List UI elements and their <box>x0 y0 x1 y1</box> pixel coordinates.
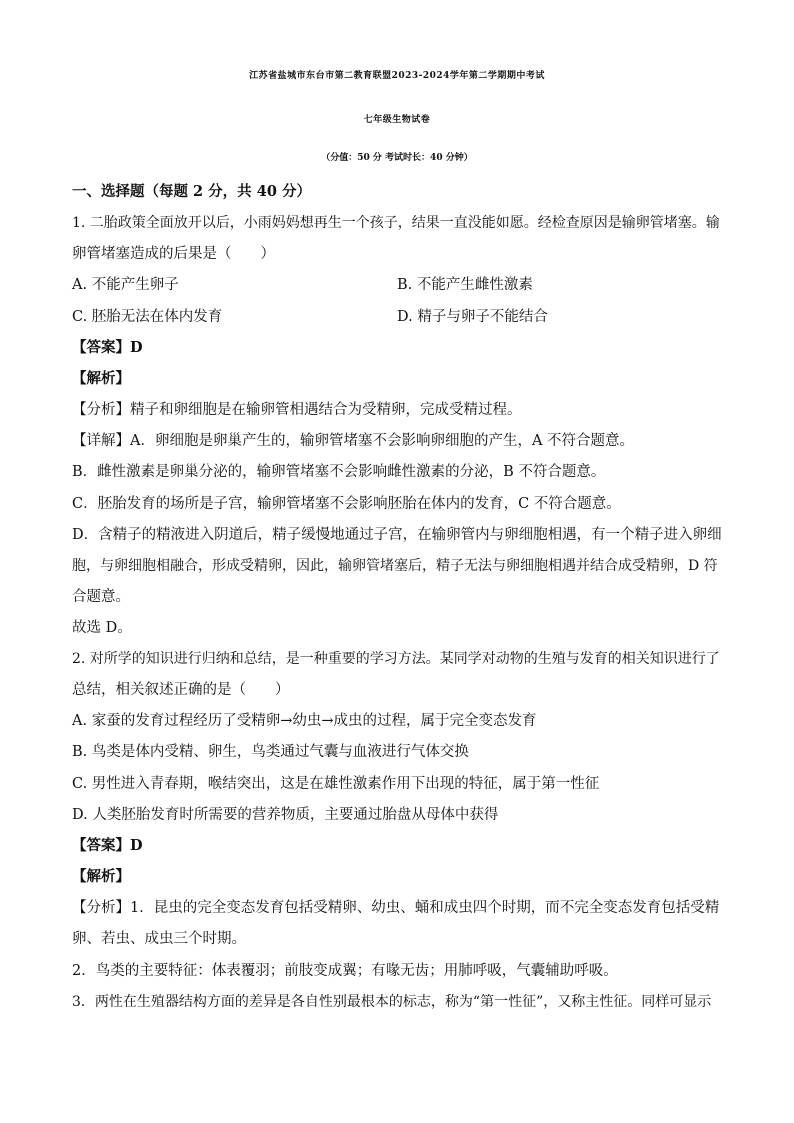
q2-answer: 【答案】D <box>72 837 143 854</box>
q1-detail-a: 【详解】A．卵细胞是卵巢产生的，输卵管堵塞不会影响卵细胞的产生，A 不符合题意。 <box>72 433 635 449</box>
q1-answer: 【答案】D <box>72 339 143 356</box>
section-heading: 一、选择题（每题 2 分，共 40 分） <box>72 183 311 200</box>
q2-point-3: 3．两性在生殖器结构方面的差异是各自性别最根本的标志，称为“第一性征”，又称主性征。同样可显示 <box>72 994 712 1010</box>
q2-option-b: B. 鸟类是体内受精、卵生，鸟类通过气囊与血液进行气体交换 <box>72 744 469 760</box>
q1-analysis-summary: 【分析】精子和卵细胞是在输卵管相遇结合为受精卵，完成受精过程。 <box>72 402 522 418</box>
q2-option-c: C. 男性进入青春期，喉结突出，这是在雄性激素作用下出现的特征，属于第一性征 <box>72 776 600 792</box>
exam-subject-title: 七年级生物试卷 <box>363 115 431 125</box>
q1-detail-d-line1: D．含精子的精液进入阴道后，精子缓慢地通过子宫，在输卵管内与卵细胞相遇，有一个精子进入卵细 <box>72 527 722 543</box>
q1-stem-line2: 卵管堵塞造成的后果是（ ） <box>72 246 275 262</box>
q2-analysis-line2: 卵、若虫、成虫三个时期。 <box>72 931 246 947</box>
q2-analysis-label: 【解析】 <box>72 868 130 885</box>
q2-stem-line1: 2. 对所学的知识进行归纳和总结，是一种重要的学习方法。某同学对动物的生殖与发育的相关知识进行了 <box>72 651 720 667</box>
q1-option-b: B. 不能产生雌性激素 <box>397 277 533 293</box>
q2-option-d: D. 人类胚胎发育时所需要的营养物质，主要通过胎盘从母体中获得 <box>72 807 499 823</box>
exam-title: 江苏省盐城市东台市第二教育联盟2023-2024学年第二学期期中考试 <box>249 71 545 81</box>
q1-detail-d-line3: 合题意。 <box>72 589 130 605</box>
q1-detail-b: B．雌性激素是卵巢分泌的，输卵管堵塞不会影响雌性激素的分泌，B 不符合题意。 <box>72 464 606 480</box>
q2-stem-line2: 总结，相关叙述正确的是（ ） <box>72 682 290 698</box>
q1-option-d: D. 精子与卵子不能结合 <box>397 309 548 325</box>
q2-point-2: 2．鸟类的主要特征：体表覆羽；前肢变成翼；有喙无齿；用肺呼吸，气囊辅助呼吸。 <box>72 963 618 979</box>
q1-detail-d-line2: 胞，与卵细胞相融合，形成受精卵，因此，输卵管堵塞后，精子无法与卵细胞相遇并结合成受精卵，D 符 <box>72 558 718 574</box>
q1-detail-c: C．胚胎发育的场所是子宫，输卵管堵塞不会影响胚胎在体内的发育，C 不符合题意。 <box>72 496 621 512</box>
q1-option-a: A. 不能产生卵子 <box>72 277 179 293</box>
q1-stem-line1: 1. 二胎政策全面放开以后，小雨妈妈想再生一个孩子，结果一直没能如愿。经检查原因是输卵管堵塞。输 <box>72 215 720 231</box>
q2-option-a: A. 家蚕的发育过程经历了受精卵→幼虫→成虫的过程，属于完全变态发育 <box>72 713 537 729</box>
q1-analysis-label: 【解析】 <box>72 370 130 387</box>
q2-analysis-line1: 【分析】1．昆虫的完全变态发育包括受精卵、幼虫、蛹和成虫四个时期，而不完全变态发育包括受精 <box>72 900 720 916</box>
exam-score-duration: （分值：50 分 考试时长：40 分钟） <box>321 153 473 163</box>
q1-option-c: C. 胚胎无法在体内发育 <box>72 309 223 325</box>
q1-conclusion: 故选 D。 <box>72 620 132 636</box>
